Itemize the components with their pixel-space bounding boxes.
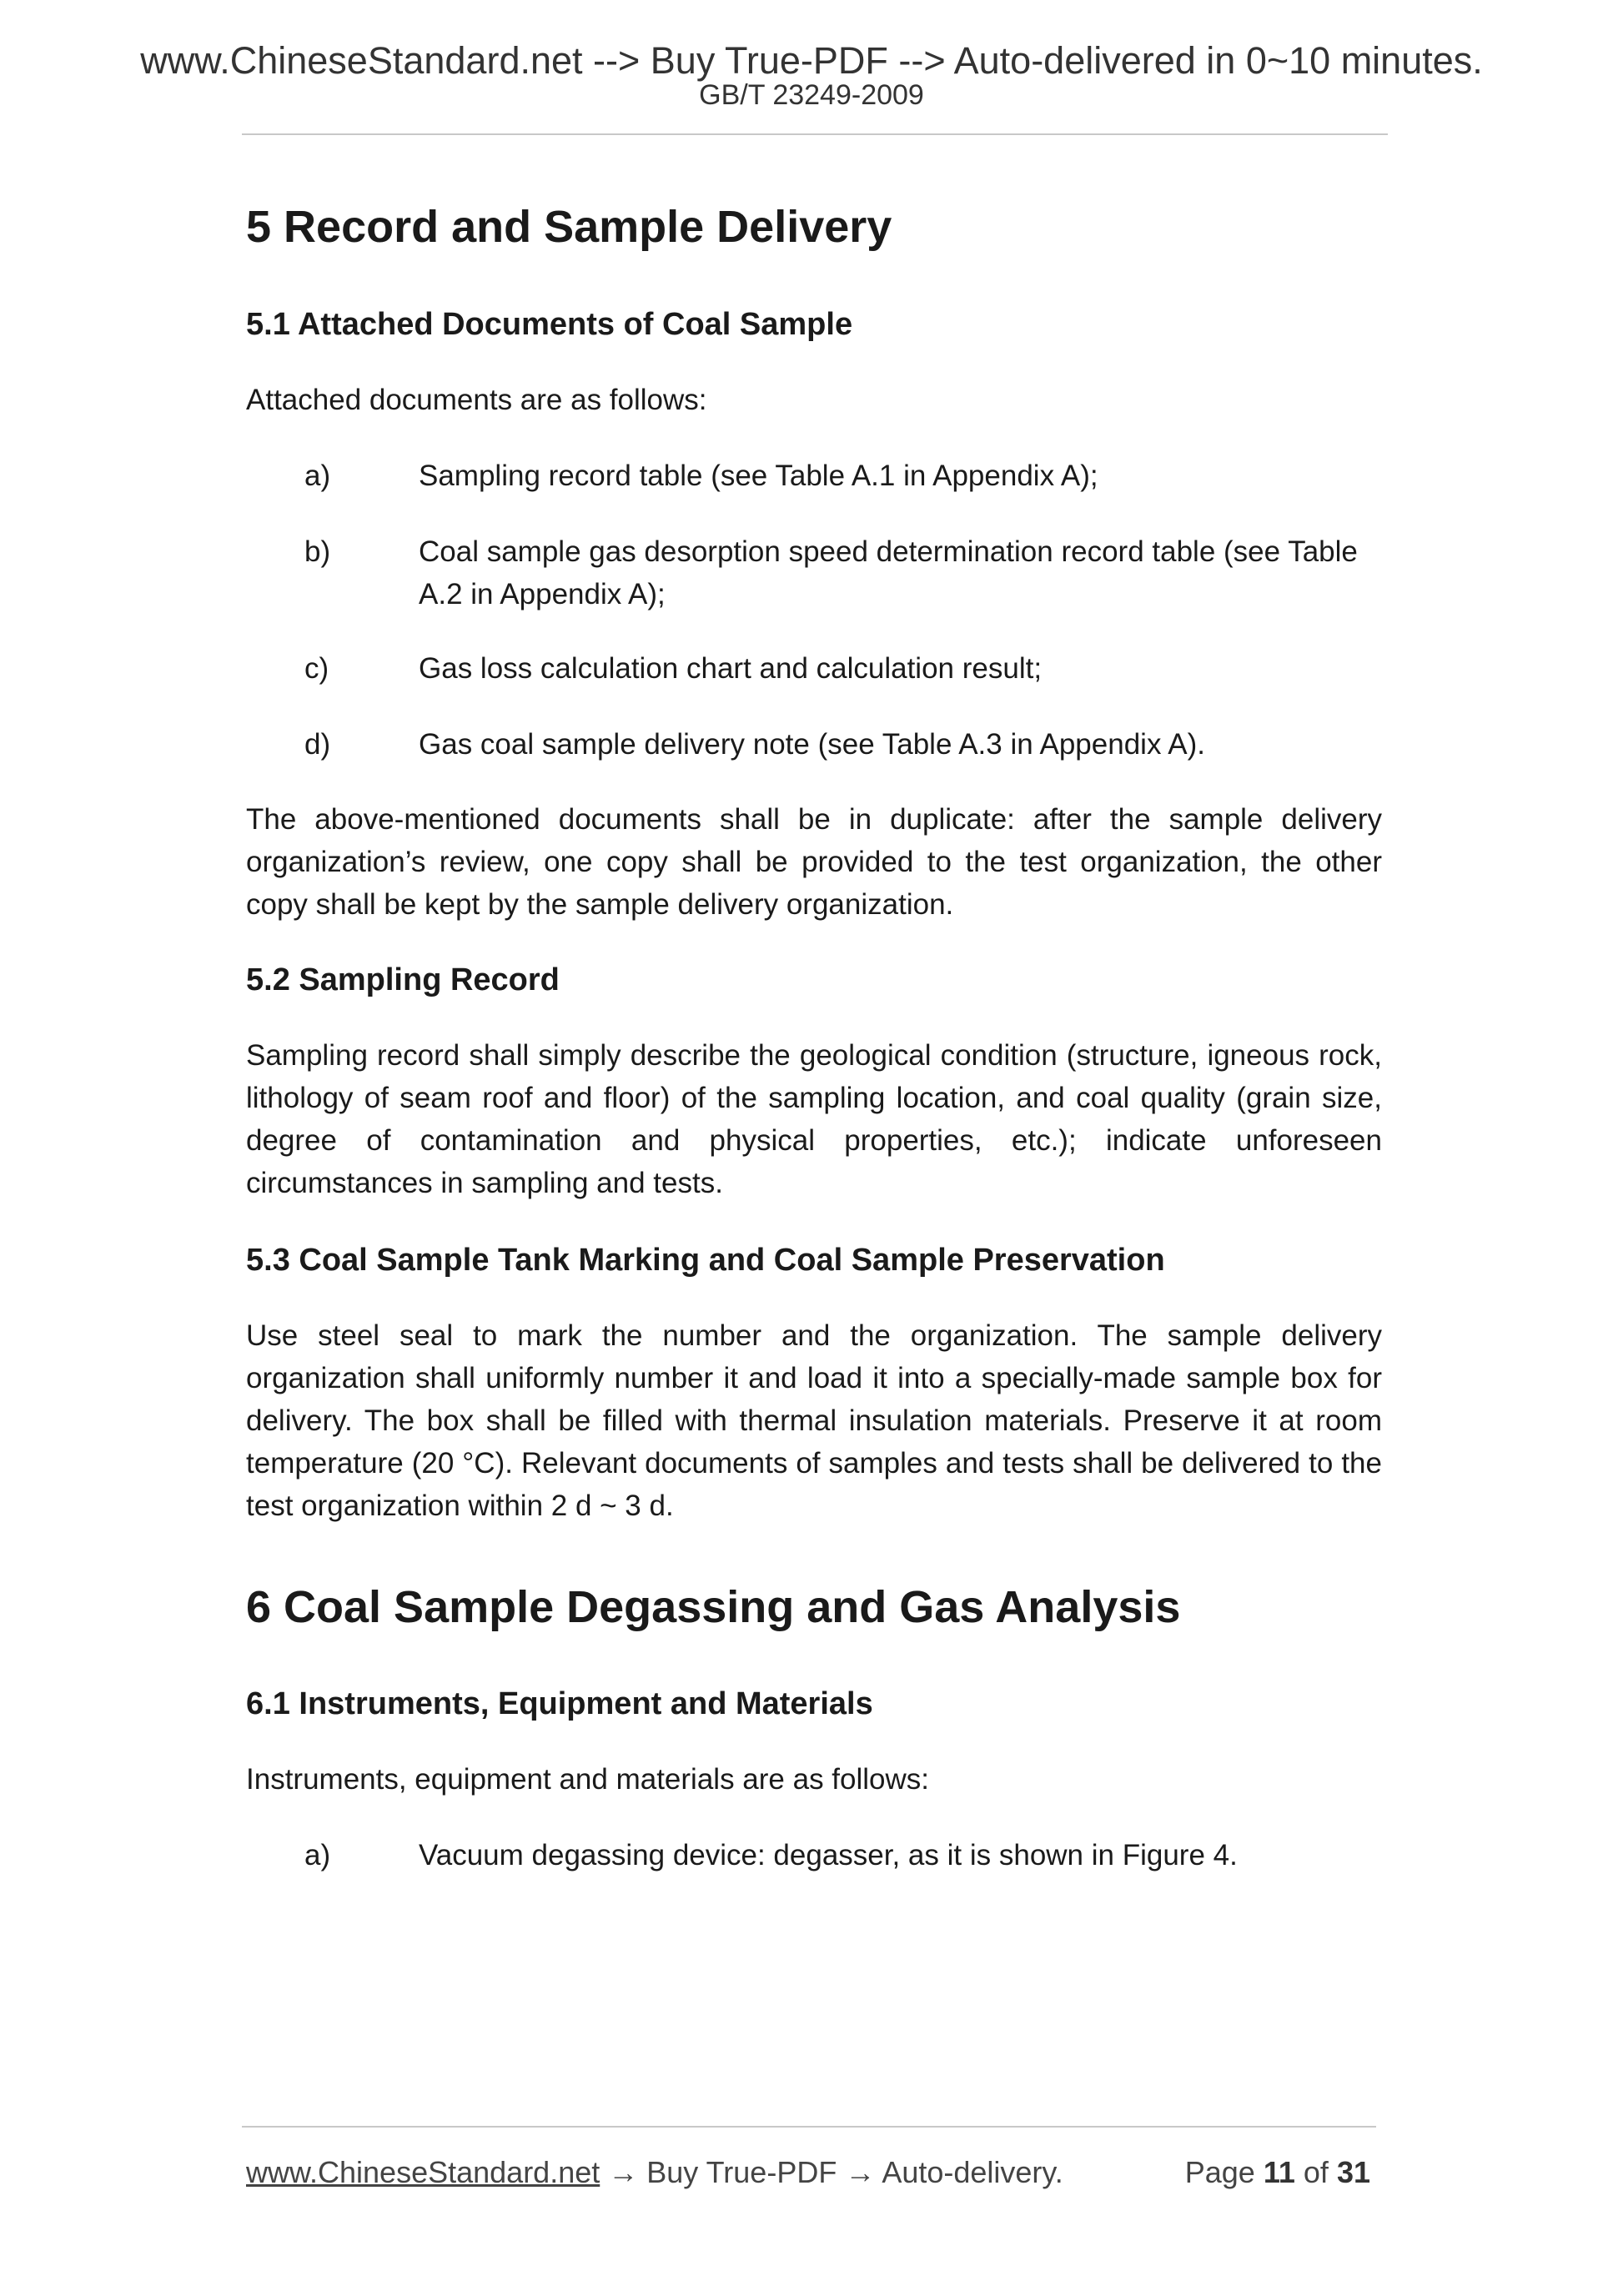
list-text: Gas loss calculation chart and calculation result; bbox=[419, 652, 1043, 685]
list-item bbox=[304, 455, 1382, 497]
section-5-2-body: Sampling record shall simply describe the geological condition (structure, igneous rock, lithology of seam roof and floor) of the sampling location, and coal quality (grain size, degree of contamination and physical properties, etc.); indicate unforeseen circumstances in sampling and tests. bbox=[246, 1039, 1382, 1199]
footer-divider bbox=[242, 2126, 1376, 2128]
list-marker: c) bbox=[304, 652, 329, 685]
section-5-3-body: Use steel seal to mark the number and the organization. The sample delivery organization shall uniformly number it and load it into a specially-made sample box for delivery. The box shall be filled with thermal insulation materials. Preserve it at room temperature (20 °C). Relevant documents of samples and tests shall be delivered to the test organization within 2 d ~ 3 d. bbox=[246, 1319, 1382, 1522]
list-text: Vacuum degassing device: degasser, as it is shown in Figure 4. bbox=[419, 1839, 1238, 1871]
section-5-1-title: 5.1 Attached Documents of Coal Sample bbox=[246, 307, 853, 342]
section-5-3-title: 5.3 Coal Sample Tank Marking and Coal Sample Preservation bbox=[246, 1243, 1165, 1278]
top-banner: www.ChineseStandard.net --> Buy True-PDF --> Auto-delivered in 0~10 minutes. bbox=[140, 39, 1483, 82]
page-total: 31 bbox=[1336, 2155, 1370, 2189]
list-text: Coal sample gas desorption speed determination record table (see Table A.2 in Appendix A); bbox=[419, 535, 1358, 610]
list-marker: a) bbox=[304, 1839, 331, 1871]
header-divider bbox=[242, 133, 1388, 135]
footer-site-link[interactable]: www.ChineseStandard.net bbox=[246, 2155, 600, 2189]
page-current: 11 bbox=[1263, 2155, 1295, 2189]
section-5-1-intro: Attached documents are as follows: bbox=[246, 384, 707, 416]
list-item bbox=[304, 1834, 1382, 1876]
list-item bbox=[304, 530, 1382, 615]
list-marker: a) bbox=[304, 460, 331, 492]
page-footer bbox=[246, 2152, 1382, 2193]
section-5-1-closing: The above-mentioned documents shall be in duplicate: after the sample delivery organization’s review, one copy shall be provided to the test organization, the other copy shall be kept by the sample delivery organization. bbox=[246, 803, 1382, 921]
list-item bbox=[304, 647, 1382, 690]
section-6-title: 6 Coal Sample Degassing and Gas Analysis bbox=[246, 1582, 1181, 1632]
document-code: GB/T 23249-2009 bbox=[699, 79, 924, 111]
list-marker: b) bbox=[304, 535, 331, 568]
list-text: Sampling record table (see Table A.1 in Appendix A); bbox=[419, 460, 1098, 492]
list-marker: d) bbox=[304, 728, 331, 761]
of-label: of bbox=[1303, 2155, 1329, 2189]
section-6-1-title: 6.1 Instruments, Equipment and Materials bbox=[246, 1686, 873, 1721]
page-label: Page bbox=[1184, 2155, 1255, 2189]
section-6-1-intro: Instruments, equipment and materials are as follows: bbox=[246, 1763, 929, 1796]
list-text: Gas coal sample delivery note (see Table A.3 in Appendix A). bbox=[419, 728, 1205, 761]
list-item bbox=[304, 723, 1382, 766]
section-5-title: 5 Record and Sample Delivery bbox=[246, 202, 892, 252]
page-number bbox=[1185, 2152, 1370, 2193]
footer-promo-text: → Buy True-PDF → Auto-delivery. bbox=[600, 2155, 1063, 2189]
section-5-2-title: 5.2 Sampling Record bbox=[246, 962, 560, 997]
footer-promo bbox=[246, 2152, 1063, 2193]
